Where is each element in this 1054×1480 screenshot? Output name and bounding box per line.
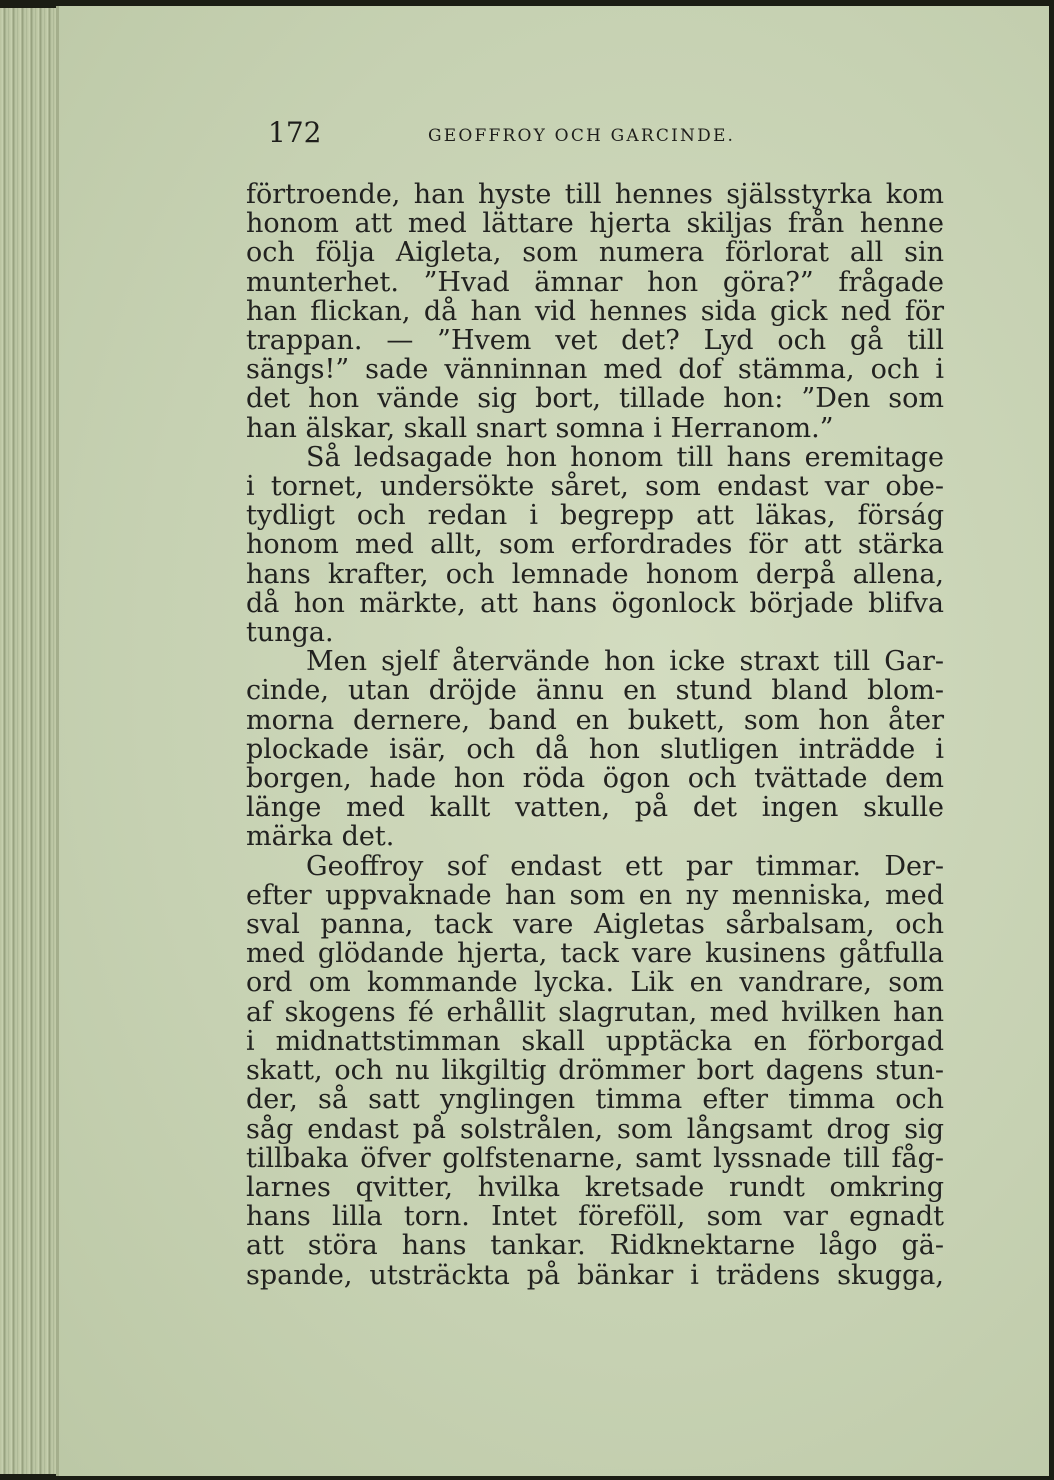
- text-line: i midnattstimman skall upptäcka en förborgad: [246, 1025, 944, 1057]
- text-line: af skogens fé erhållit slagrutan, med hvilken han: [246, 996, 944, 1028]
- text-line: då hon märkte, att hans ögonlock började blifva: [246, 587, 944, 619]
- text-line: hans krafter, och lemnade honom derpå allena,: [246, 558, 944, 590]
- text-line: spande, utsträckta på bänkar i trädens skugga,: [246, 1259, 944, 1291]
- text-line: tunga.: [246, 617, 334, 649]
- text-line: munterhet. ”Hvad ämnar hon göra?” frågade: [246, 266, 944, 298]
- text-line: Så ledsagade hon honom till hans eremitage: [306, 441, 944, 473]
- page-number: 172: [268, 116, 322, 149]
- text-line: ord om kommande lycka. Lik en vandrare, som: [246, 967, 944, 999]
- text-line: trappan. — ”Hvem vet det? Lyd och gå till: [246, 325, 944, 357]
- text-line: efter uppvaknade han som en ny menniska, med: [246, 879, 944, 911]
- body-text: [246, 180, 944, 1290]
- text-line: det hon vände sig bort, tillade hon: ”Den som: [246, 383, 944, 415]
- text-line: förtroende, han hyste till hennes själsstyrka kom: [246, 179, 944, 210]
- text-line: tydligt och redan i begrepp att läkas, förság: [246, 500, 944, 532]
- text-line: hans lilla torn. Intet föreföll, som var egnadt: [246, 1201, 944, 1233]
- text-line: Geoffroy sof endast ett par timmar. Der-: [306, 850, 944, 882]
- header-title: GEOFFROY OCH GARCINDE.: [428, 126, 736, 146]
- text-line: med glödande hjerta, tack vare kusinens gåtfulla: [246, 938, 944, 970]
- text-line: i tornet, undersökte såret, som endast var obe-: [246, 471, 944, 503]
- text-line: han älskar, skall snart somna i Herranom.”: [246, 412, 834, 444]
- text-line: han flickan, då han vid hennes sida gick ned för: [246, 295, 944, 327]
- text-line: märka det.: [246, 821, 395, 853]
- text-line: sval panna, tack vare Aigletas sårbalsam, och: [246, 909, 944, 941]
- text-line: honom att med lättare hjerta skiljas från henne: [246, 208, 944, 240]
- text-line: honom med allt, som erfordrades för att stärka: [246, 529, 944, 561]
- text-line: och följa Aigleta, som numera förlorat all sin: [246, 237, 944, 269]
- text-line: skatt, och nu likgiltig drömmer bort dagens stun-: [246, 1055, 944, 1087]
- text-line: sängs!” sade vänninnan med dof stämma, och i: [246, 354, 944, 386]
- text-line: plockade isär, och då hon slutligen inträdde i: [246, 733, 944, 765]
- text-line: såg endast på solstrålen, som långsamt drog sig: [246, 1113, 944, 1145]
- text-line: cinde, utan dröjde ännu en stund bland blom-: [246, 675, 944, 707]
- text-line: morna dernere, band en bukett, som hon åter: [246, 704, 944, 736]
- text-line: der, så satt ynglingen timma efter timma och: [246, 1084, 944, 1116]
- text-line: länge med kallt vatten, på det ingen skulle: [246, 792, 944, 824]
- running-head: [268, 116, 828, 156]
- text-line: borgen, hade hon röda ögon och tvättade dem: [246, 763, 944, 795]
- text-line: Men sjelf återvände hon icke straxt till Gar-: [306, 646, 944, 678]
- text-line: larnes qvitter, hvilka kretsade rundt omkring: [246, 1171, 944, 1203]
- text-line: tillbaka öfver golfstenarne, samt lyssnade till fåg-: [246, 1142, 944, 1174]
- text-line: att störa hans tankar. Ridknektarne lågo gä-: [246, 1230, 944, 1262]
